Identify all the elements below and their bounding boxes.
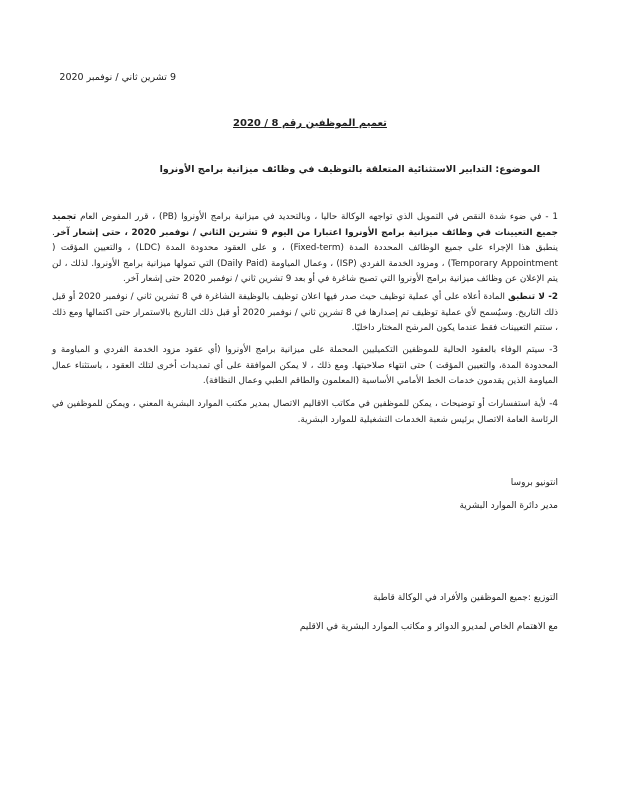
distribution-line-2: مع الاهتمام الخاص لمديرو الدوائر و مكاتب الموارد البشرية في الاقليم	[299, 622, 558, 632]
paragraph-3: 3- سيتم الوفاء بالعقود الحالية للموظفين التكميليين المحملة على ميزانية برامج الأونروا (أي عقود مزود الخدمة الفردي و المياومة و المحدودة المدة، والتعيين المؤقت ) حتى انتهاء صلاحيتها. ومع ذلك ، لا يمكن الموافقة على أي تمديدات أخرى لتلك العقود ، باستثناء عمال المياومة الذين يقدمون خدمات الخط الأمامي الأساسية (المعلمون والطاقم الطبي وعمال النظافة).	[52, 345, 558, 386]
signatory-name: انتونيو بروسا	[510, 478, 558, 488]
memo-title: تعميم الموظفين رقم 8 / 2020	[233, 118, 387, 129]
distribution-line-1: التوزيع :جميع الموظفين والأفراد في الوكالة قاطبة	[373, 593, 558, 603]
paragraph-1-text-a: 1 - في ضوء شدة النقص في التمويل الذي تواجهه الوكالة حاليا ، وبالتحديد في ميزانية برامج الأونروا (PB) ، قرر المفوض العام	[76, 212, 558, 222]
paragraph-4: 4- لأية استفسارات أو توضيحات ، يمكن للموظفين في مكاتب الاقاليم الاتصال بمدير مكتب الموارد البشرية المعني ، ويمكن للموظفين في الرئاسة العامة الاتصال برئيس شعبة الخدمات التشغيلية للموارد البشرية.	[52, 399, 558, 425]
paragraph-2	[52, 290, 558, 337]
memo-date: 9 تشرين ثاني / نوفمبر 2020	[59, 72, 176, 83]
paragraph-2-bold: 2- لا تنطبق	[508, 292, 559, 302]
paragraph-1-text-b: . ينطبق هذا الإجراء على جميع الوظائف المحددة المدة (Fixed-term) ، و على العقود محدودة المدة (LDC) ، والتعيين المؤقت ( Temporary Appointment) ، ومزود الخدمة الفردي (ISP) ، وعمال المياومة (Daily Paid) التي تمولها ميزانية برامج الأونروا. لذلك ، لن يتم الإعلان عن وظائف ميزانية برامج الأونروا التي تصبح شاغرة في أو بعد 9 تشرين ثاني / نوفمبر 2020 حتى إشعار آخر.	[52, 227, 559, 284]
paragraph-1	[52, 210, 558, 288]
paragraph-1-bold: تجميد جميع التعيينات في وظائف ميزانية برامج الأونروا اعتبارا من اليوم 9 تشرين الثاني / نوفمبر 2020 ، حتى إشعار آخر	[52, 212, 558, 238]
paragraph-2-text: المادة أعلاه على أي عملية توظيف حيث صدر فيها اعلان توظيف بالوظيفة الشاغرة في 8 تشرين ثاني / نوفمبر 2020 أو قبل ذلك التاريخ. وسيُسمح لأي عملية توظيف تم إصدارها في 8 تشرين ثاني / نوفمبر 2020 أو قبل ذلك التاريخ بالاستمرار حتى اكتمالها ومع ذلك ، ستتم التعيينات فقط عندما يكون المرشح المختار داخليًا.	[52, 292, 558, 333]
signatory-title: مدير دائرة الموارد البشرية	[459, 501, 558, 511]
memo-subject: الموضوع: التدابير الاستثنائية المتعلقة بالتوظيف في وظائف ميزانية برامج الأونروا	[159, 164, 540, 175]
